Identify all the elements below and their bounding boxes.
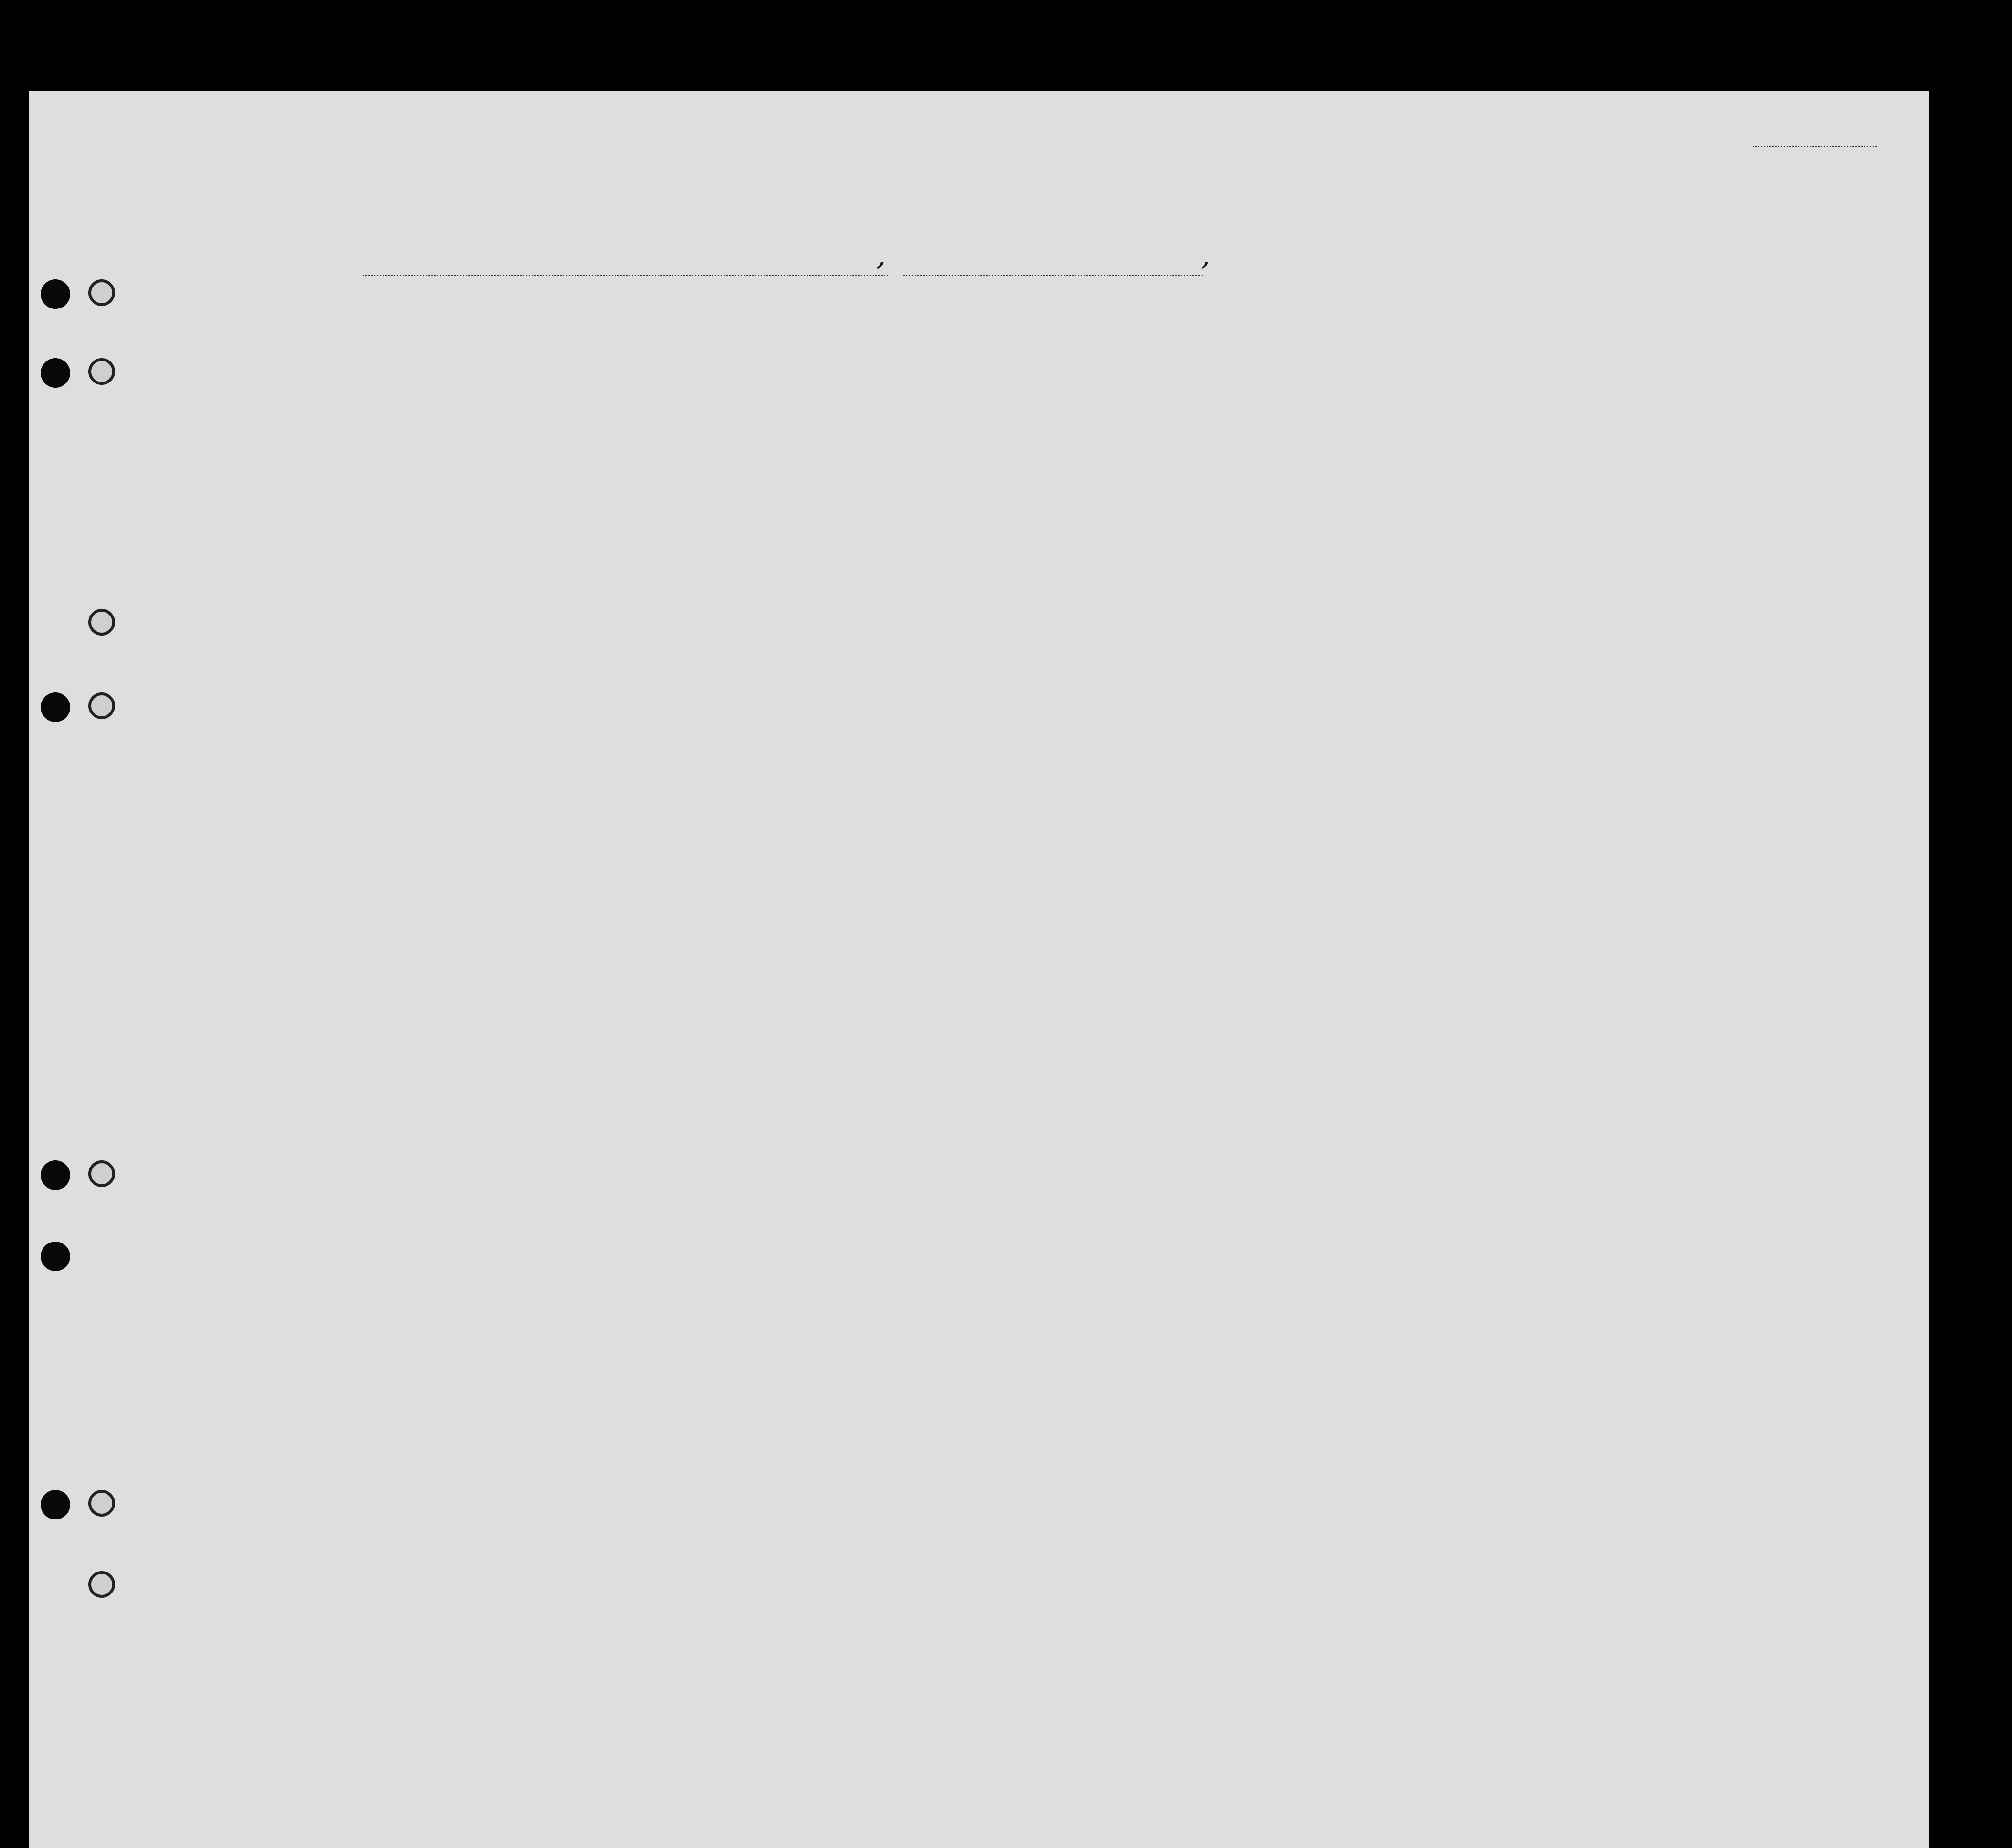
table-grid: [29, 91, 1929, 1848]
comma: ,: [876, 239, 886, 272]
comma: ,: [1201, 239, 1211, 272]
manifest-sheet: [29, 91, 1929, 1848]
